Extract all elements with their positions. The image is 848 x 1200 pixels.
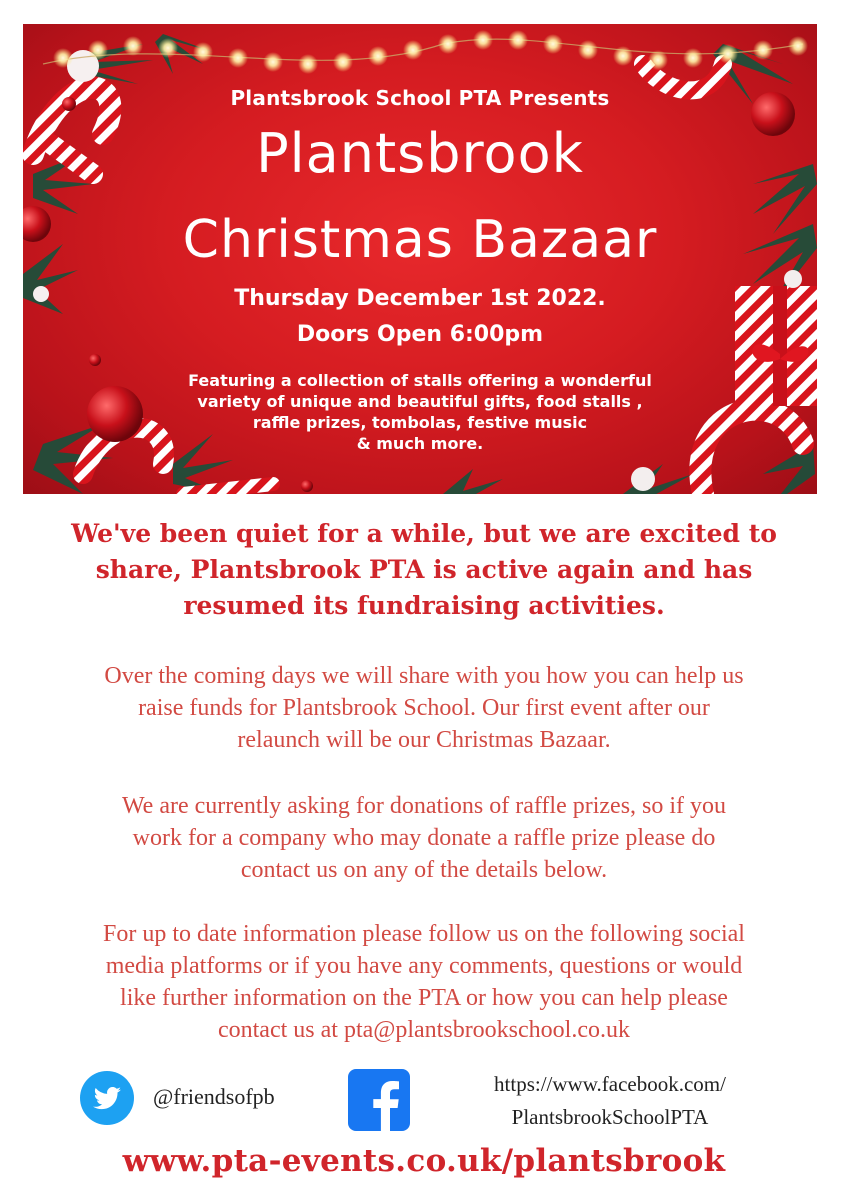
banner-doors-time: Doors Open 6:00pm [296,322,544,347]
banner-description-line: variety of unique and beautiful gifts, food stalls , [197,392,643,411]
facebook-url-line[interactable]: https://www.facebook.com/ [494,1072,726,1096]
paragraph-raffle-donations [20,790,828,886]
paragraph-line: raise funds for Plantsbrook School. Our first event after our [138,695,710,721]
paragraph-line: contact us at pta@plantsbrookschool.co.uk [217,1017,630,1043]
banner-description-line: raffle prizes, tombolas, festive music [252,413,588,432]
event-banner [23,24,817,494]
paragraph-line: relaunch will be our Christmas Bazaar. [237,727,611,753]
headline-line: resumed its fundraising activities. [183,591,665,620]
facebook-f-icon[interactable] [348,1069,410,1131]
facebook-url[interactable] [430,1068,790,1134]
banner-presenter: Plantsbrook School PTA Presents [230,86,610,110]
banner-title-line2: Christmas Bazaar [182,210,658,270]
banner-description [133,370,707,454]
banner-text [23,24,817,494]
twitter-handle[interactable]: @friendsofpb [153,1084,275,1109]
facebook-url-line[interactable]: PlantsbrookSchoolPTA [511,1105,709,1129]
paragraph-fundraising [20,660,828,756]
paragraph-line: Over the coming days we will share with you how you can help us [104,663,744,689]
headline-line: share, Plantsbrook PTA is active again and has [95,555,753,584]
paragraph-line: contact us on any of the details below. [240,857,608,883]
banner-description-line: Featuring a collection of stalls offering a wonderful [188,371,652,390]
paragraph-line: We are currently asking for donations of raffle prizes, so if you [121,793,727,819]
paragraph-line: For up to date information please follow us on the following social [103,921,745,947]
banner-date: Thursday December 1st 2022. [234,286,606,311]
website-link[interactable]: www.pta-events.co.uk/plantsbrook [122,1143,726,1179]
paragraph-contact [20,918,828,1046]
paragraph-line: work for a company who may donate a raffle prize please do [132,825,716,851]
twitter-bird-icon[interactable] [80,1071,134,1125]
headline-line: We've been quiet for a while, but we are excited to [71,519,777,548]
banner-title-line1: Plantsbrook [256,122,584,185]
paragraph-line: media platforms or if you have any comments, questions or would [105,953,743,979]
banner-description-line: & much more. [356,434,484,453]
paragraph-line: like further information on the PTA or how you can help please [120,985,728,1011]
headline [40,516,808,624]
